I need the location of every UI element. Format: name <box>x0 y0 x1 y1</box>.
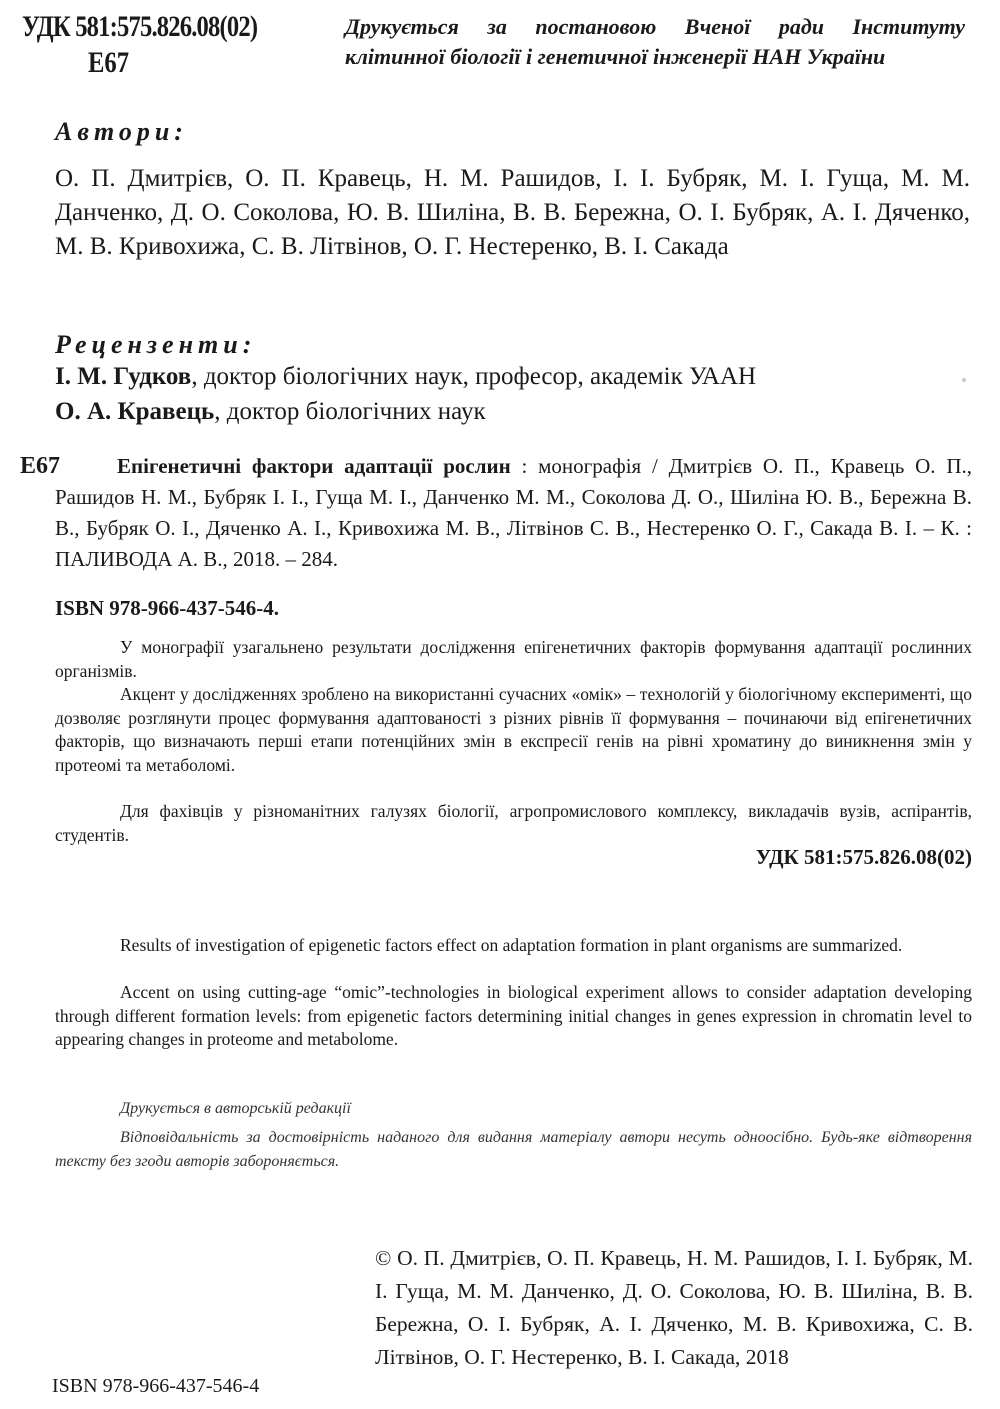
paragraph-text: Для фахівців у різноманітних галузях біології, агропромислового комплексу, викладачів вузів, аспірантів, студентів. <box>55 801 972 845</box>
udk-code: УДК 581:575.826.08(02) <box>22 10 258 43</box>
paragraph-text: Відповідальність за достовірність наданого для видання матеріалу автори несуть одноосібно. Будь-яке відтворення тексту без згоди авторів забороняється. <box>55 1129 972 1170</box>
reviewer-item <box>55 363 756 391</box>
reviewer-credentials: , доктор біологічних наук, професор, академік УААН <box>191 363 757 390</box>
imprint-note <box>345 12 965 72</box>
paragraph-text: Accent on using cutting-age “omic”-technologies in biological experiment allows to consider adaptation developing through different formation levels: from epigenetic factors determining initial changes in genes expression in chromatin level to appearing changes in proteome and metabolome. <box>55 982 972 1049</box>
catalog-index: Е67 <box>88 46 130 79</box>
book-description: : монографія / Дмитрієв О. П., Кравець О. П., Рашидов Н. М., Бубряк І. І., Гуща М. І., Данченко М. М., Соколова Д. О., Шиліна Ю. В., Бережна В. В., Бубряк О. І., Дяченко А. І., Кривохижа М. В., Літвінов С. В., Нестеренко О. Г., Сакада В. І. – К. : ПАЛИВОДА А. В., 2018. – 284. <box>55 454 972 571</box>
paragraph-text: У монографії узагальнено результати дослідження епігенетичних факторів формування адаптації рослинних організмів. <box>55 637 972 681</box>
imprint-line-1: Друкується за постановою Вченої ради Інституту <box>345 14 965 39</box>
abstract-ua-paragraph <box>55 636 972 683</box>
reviewer-credentials: , доктор біологічних наук <box>214 398 486 425</box>
paragraph-text: Акцент у дослідженнях зроблено на використанні сучасних «омік» – технологій у біологічному експерименті, що дозволяє розглянути процес формування адаптованості з різних рівнів її формування – починаючи від епігенетичних факторів, що визначають перші етапи потенційних змін в експресії генів на рівні хроматину до виникнення змін у протеомі та метаболомі. <box>55 684 972 775</box>
catalog-card-index: Е67 <box>20 453 61 479</box>
authors-list: О. П. Дмитрієв, О. П. Кравець, Н. М. Рашидов, І. І. Бубряк, М. І. Гуща, М. М. Данченко, Д. О. Соколова, Ю. В. Шиліна, В. В. Бережна, О. І. Бубряк, А. І. Дяченко, М. В. Кривохижа, С. В. Літвінов, О. Г. Нестеренко, В. І. Сакада <box>55 165 970 260</box>
abstract-en-paragraph <box>55 934 972 958</box>
authors-heading: Автори: <box>55 117 188 146</box>
abstract-ua-paragraph <box>55 800 972 847</box>
isbn-footer: ISBN 978-966-437-546-4 <box>52 1375 260 1397</box>
reviewer-item <box>55 398 486 426</box>
imprint-line-2: клітинної біології і генетичної інженерії НАН України <box>345 44 886 69</box>
udk-code-bottom: УДК 581:575.826.08(02) <box>755 845 972 869</box>
paragraph-text: Results of investigation of epigenetic factors effect on adaptation formation in plant organisms are summarized. <box>120 935 903 955</box>
reviewer-name: О. А. Кравець <box>55 398 215 425</box>
edition-note: Друкується в авторській редакції <box>120 1100 351 1117</box>
isbn: ISBN 978-966-437-546-4. <box>55 596 279 620</box>
scan-speck <box>962 378 966 382</box>
abstract-ua-paragraph <box>55 683 972 777</box>
abstract-en-paragraph <box>55 981 972 1052</box>
catalog-card-entry <box>55 451 972 575</box>
copyright-notice: © О. П. Дмитрієв, О. П. Кравець, Н. М. Рашидов, І. І. Бубряк, М. І. Гуща, М. М. Данченко, Д. О. Соколова, Ю. В. Шиліна, В. В. Бережна, О. І. Бубряк, А. І. Дяченко, М. В. Кривохижа, С. В. Літвінов, О. Г. Нестеренко, В. І. Сакада, 2018 <box>375 1246 973 1369</box>
responsibility-note <box>55 1126 972 1174</box>
reviewers-heading: Рецензенти: <box>55 330 257 359</box>
reviewer-name: І. М. Гудков <box>55 363 192 390</box>
book-title: Епігенетичні фактори адаптації рослин <box>117 454 511 478</box>
